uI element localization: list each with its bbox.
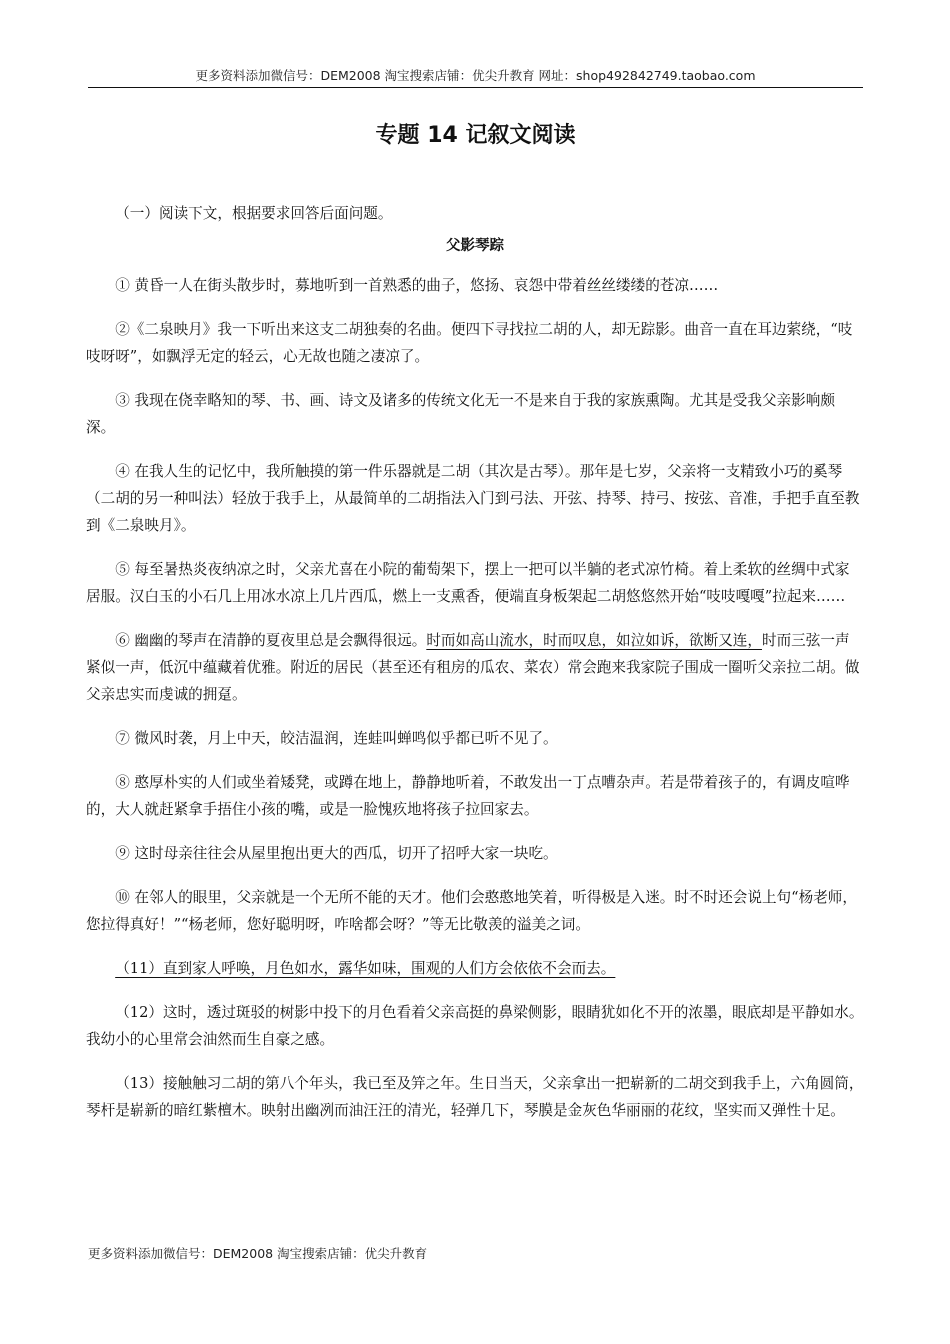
paragraph-3: ③ 我现在侥幸略知的琴、书、画、诗文及诸多的传统文化无一不是来自于我的家族熏陶。尤其是受我父亲影响颇深。 (86, 392, 835, 436)
paragraph-7: ⑦ 微风时袭，月上中天，皎洁温润，连蛙叫蝉鸣似乎都已听不见了。 (115, 730, 558, 747)
page-title: 专题 14 记叙文阅读 (375, 123, 576, 148)
paragraph-8: ⑧ 憨厚朴实的人们或坐着矮凳，或蹲在地上，静静地听着，不敢发出一丁点嘈杂声。若是带着孩子的，有调皮喧哗的，大人就赶紧拿手捂住小孩的嘴，或是一脸愧疚地将孩子拉回家去。 (86, 774, 850, 818)
paragraph-6-rest: 时而三弦一声紧似一声，低沉中蕴藏着优雅。附近的居民（甚至还有租房的瓜农、菜农）常会跑来我家院子围成一圈听父亲拉二胡。做父亲忠实而虔诚的拥趸。 (86, 632, 860, 703)
paragraph-1: ① 黄昏一人在街头散步时，募地听到一首熟悉的曲子，悠扬、哀怨中带着丝丝缕缕的苍凉…… (115, 277, 719, 294)
reading-instruction: （一）阅读下文，根据要求回答后面问题。 (115, 205, 393, 222)
paragraph-9: ⑨ 这时母亲往往会从屋里抱出更大的西瓜，切开了招呼大家一块吃。 (115, 845, 558, 862)
paragraph-11 (86, 955, 864, 982)
paragraph-12: （12）这时，透过斑驳的树影中投下的月色看着父亲高挺的鼻梁侧影，眼睛犹如化不开的浓墨，眼底却是平静如水。我幼小的心里常会油然而生自豪之感。 (86, 1004, 864, 1048)
paragraph-6-start: ⑥ 幽幽的琴声在清静的夏夜里总是会飘得很远。 (115, 632, 427, 649)
paragraph-6 (86, 627, 864, 708)
paragraph-10: ⑩ 在邻人的眼里，父亲就是一个无所不能的天才。他们会憨憨地笑着，听得极是入迷。时不时还会说上句“杨老师，您拉得真好！”“杨老师，您好聪明呀，咋啥都会呀？”等无比敬羡的溢美之词。 (86, 889, 857, 933)
paragraph-2: ②《二泉映月》我一下听出来这支二胡独奏的名曲。便四下寻找拉二胡的人，却无踪影。曲音一直在耳边萦绕，“吱吱呀呀”，如飘浮无定的轻云，心无故也随之凄凉了。 (86, 321, 853, 365)
page-footer: 更多资料添加微信号：DEM2008 淘宝搜索店铺：优尖升教育 (88, 1246, 428, 1261)
underlined-paragraph-11: （11）直到家人呼唤，月色如水，露华如味，围观的人们方会依依不会而去。 (115, 960, 616, 977)
paragraph-4: ④ 在我人生的记忆中，我所触摸的第一件乐器就是二胡（其次是古琴）。那年是七岁，父亲将一支精致小巧的奚琴（二胡的另一种叫法）轻放于我手上，从最简单的二胡指法入门到弓法、开弦、持琴、持弓、按弦、音准，手把手直至教到《二泉映月》。 (86, 463, 860, 534)
page-header: 更多资料添加微信号：DEM2008 淘宝搜索店铺：优尖升教育 网址：shop492842749.taobao.com (195, 68, 756, 83)
article-title: 父影琴踪 (446, 238, 504, 254)
paragraph-13: （13）接触触习二胡的第八个年头，我已至及笄之年。生日当天，父亲拿出一把崭新的二胡交到我手上，六角圆筒，琴杆是崭新的暗红紫檀木。映射出幽冽而油汪汪的清光，轻弹几下，琴膜是金灰色华丽丽的花纹，坚实而又弹性十足。 (86, 1075, 864, 1119)
underlined-sentence: 时而如高山流水，时而叹息，如泣如诉，欲断又连， (426, 632, 762, 649)
article-body (86, 200, 864, 1124)
header-divider (88, 87, 863, 88)
paragraph-5: ⑤ 每至暑热炎夜纳凉之时，父亲尤喜在小院的葡萄架下，摆上一把可以半躺的老式凉竹椅。着上柔软的丝绸中式家居服。汉白玉的小石几上用冰水凉上几片西瓜，燃上一支熏香，便端直身板架起二胡悠悠然开始“吱吱嘎嘎”拉起来…… (86, 561, 850, 605)
